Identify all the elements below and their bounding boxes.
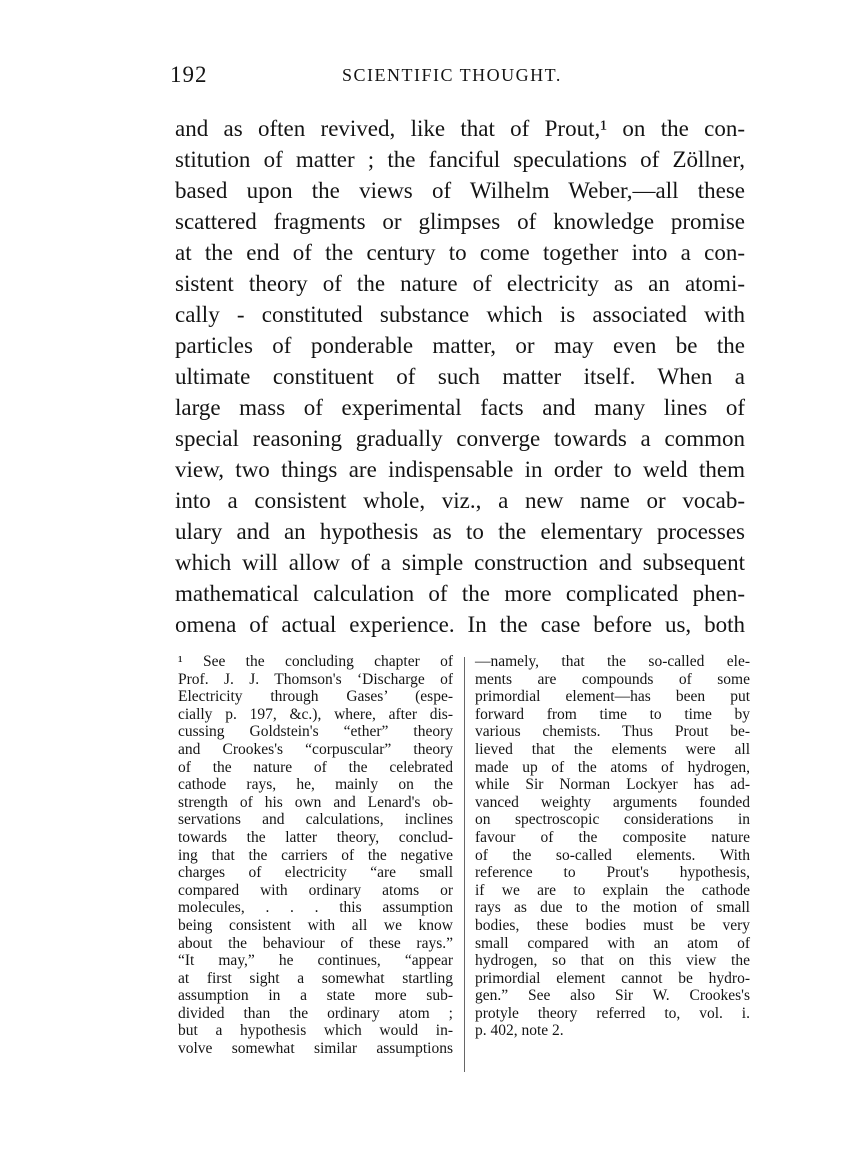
footnote-line: cathode rays, he, mainly on the <box>178 776 453 794</box>
text-line: based upon the views of Wilhelm Weber,—all these <box>175 178 745 203</box>
footnote-line: made up of the atoms of hydrogen, <box>475 758 750 776</box>
footnote-line: cussing Goldstein's “ether” theory <box>178 723 453 741</box>
footnote-line: if we are to explain the cathode <box>475 881 750 899</box>
footnote-line: favour of the composite nature <box>475 828 750 846</box>
page-number: 192 <box>170 62 208 87</box>
text-line: sistent theory of the nature of electricity as an atomi- <box>175 271 745 296</box>
text-line: cally - constituted substance which is associated with <box>175 302 745 327</box>
footnote-line: being consistent with all we know <box>178 916 453 934</box>
footnote-line: ments are compounds of some <box>475 670 750 688</box>
footnote-line: and Crookes's “corpuscular” theory <box>178 740 453 758</box>
footnote-line: at first sight a somewhat startling <box>178 969 453 987</box>
footnote-line: while Sir Norman Lockyer has ad- <box>475 776 750 794</box>
text-line: omena of actual experience. In the case before us, both <box>175 612 745 637</box>
footnote-line: on spectroscopic considerations in <box>475 811 750 829</box>
footnote-line: lieved that the elements were all <box>475 740 750 758</box>
footnote-line: forward from time to time by <box>475 705 750 723</box>
footnote-line: primordial element cannot be hydro- <box>475 969 750 987</box>
footnote-line: —namely, that the so-called ele- <box>475 653 750 670</box>
text-line: which will allow of a simple construction and subsequent <box>175 550 745 575</box>
text-line: large mass of experimental facts and many lines of <box>175 395 745 420</box>
footnote-line: vanced weighty arguments founded <box>475 793 750 811</box>
text-line: into a consistent whole, viz., a new name or vocab- <box>175 488 745 513</box>
footnote-line: bodies, these bodies must be very <box>475 916 750 934</box>
text-line: ultimate constituent of such matter itself. When a <box>175 364 745 389</box>
footnote-line: various chemists. Thus Prout be- <box>475 723 750 741</box>
footnote-line: volve somewhat similar assumptions <box>178 1040 453 1058</box>
footnote-line: rays as due to the motion of small <box>475 899 750 917</box>
footnote-line: servations and calculations, inclines <box>178 811 453 829</box>
running-title: SCIENTIFIC THOUGHT. <box>342 65 562 85</box>
footnote-line: reference to Prout's hypothesis, <box>475 864 750 882</box>
footnote-line: hydrogen, so that on this view the <box>475 952 750 970</box>
page-header <box>170 62 750 94</box>
footnote-line: divided than the ordinary atom ; <box>178 1004 453 1022</box>
footnote-line: primordial element—has been put <box>475 688 750 706</box>
text-line: and as often revived, like that of Prout,¹ on the con- <box>175 116 745 141</box>
footnote-line: assumption in a state more sub- <box>178 987 453 1005</box>
column-divider <box>464 657 465 1072</box>
text-line: mathematical calculation of the more complicated phen- <box>175 581 745 606</box>
footnote-line: compared with ordinary atoms or <box>178 881 453 899</box>
footnote-right-column <box>475 653 750 1040</box>
footnote-line: of the nature of the celebrated <box>178 758 453 776</box>
text-line: particles of ponderable matter, or may even be the <box>175 333 745 358</box>
footnote-line: about the behaviour of these rays.” <box>178 934 453 952</box>
text-line: scattered fragments or glimpses of knowledge promise <box>175 209 745 234</box>
footnote-line: cially p. 197, &c.), where, after dis- <box>178 705 453 723</box>
body-text <box>175 113 745 640</box>
footnote <box>178 653 750 1073</box>
footnote-line: gen.” See also Sir W. Crookes's <box>475 987 750 1005</box>
footnote-line: but a hypothesis which would in- <box>178 1022 453 1040</box>
text-line: at the end of the century to come together into a con- <box>175 240 745 265</box>
footnote-line: charges of electricity “are small <box>178 864 453 882</box>
footnote-line: p. 402, note 2. <box>475 1022 564 1040</box>
text-line: view, two things are indispensable in order to weld them <box>175 457 745 482</box>
footnote-line: ing that the carriers of the negative <box>178 846 453 864</box>
footnote-line: Prof. J. J. Thomson's ‘Discharge of <box>178 670 453 688</box>
text-line: ulary and an hypothesis as to the elementary processes <box>175 519 745 544</box>
footnote-line: small compared with an atom of <box>475 934 750 952</box>
footnote-left-column <box>178 653 453 1058</box>
footnote-line: molecules, . . . this assumption <box>178 899 453 917</box>
text-line: special reasoning gradually converge towards a common <box>175 426 745 451</box>
footnote-line: strength of his own and Lenard's ob- <box>178 793 453 811</box>
footnote-line: “It may,” he continues, “appear <box>178 952 453 970</box>
text-line: stitution of matter ; the fanciful speculations of Zöllner, <box>175 147 745 172</box>
footnote-line: of the so-called elements. With <box>475 846 750 864</box>
footnote-line: ¹ See the concluding chapter of <box>178 653 453 670</box>
footnote-line: Electricity through Gases’ (espe- <box>178 688 453 706</box>
footnote-line: protyle theory referred to, vol. i. <box>475 1004 750 1022</box>
footnote-line: towards the latter theory, conclud- <box>178 828 453 846</box>
